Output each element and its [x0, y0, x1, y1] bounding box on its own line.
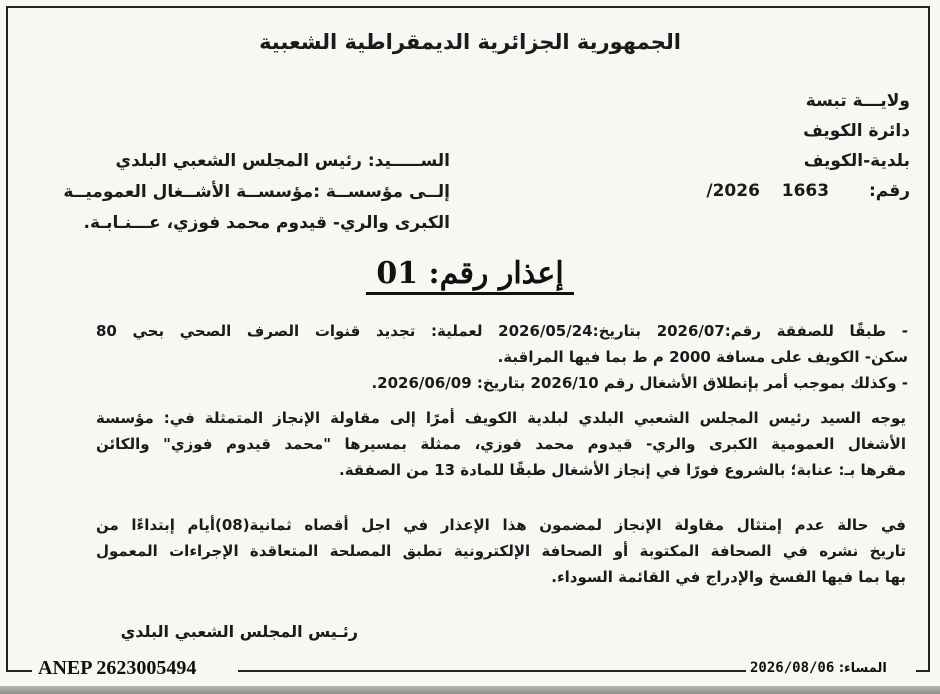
order-paragraph: [96, 405, 906, 483]
publication-date: [750, 660, 887, 676]
sanction-paragraph: [96, 512, 906, 590]
start-order-reference-line: - وكذلك بموجب أمر بإنطلاق الأشغال رقم 2026/10 بتاريخ: 2026/06/09.: [371, 374, 908, 392]
recipient-line: إلــى مؤسســة :مؤسســة الأشــغال العموميــة: [63, 182, 450, 202]
sanction-line-3: بها بما فيها الفسخ والإدراج في القائمة السوداء.: [551, 568, 906, 586]
signatory-title: رئـيس المجلس الشعبي البلدي: [120, 622, 358, 641]
reference-label: رقم:: [868, 181, 910, 201]
notice-footer: [6, 657, 930, 681]
recipient-line-continued: الكبرى والري- قيدوم محمد فوزي، عـــنـابـة.: [83, 213, 450, 233]
page-edge-shadow: [0, 686, 940, 694]
anep-code: ANEP 2623005494: [32, 657, 202, 680]
footer-rule-right: [916, 670, 930, 672]
contract-reference-line: - طبقًا للصفقة رقم:2026/07 بتاريخ:2026/05/24 لعملية: تجديد قنوات الصرف الصحي بحي 80: [96, 322, 908, 340]
order-line-3: مقرها بـ: عنابة؛ بالشروع فورًا في إنجاز الأشغال طبقًا للمادة 13 من الصفقة.: [339, 461, 906, 479]
commune-line: بلدية-الكويف: [803, 151, 910, 171]
footer-rule-middle: [238, 670, 746, 672]
title-container: [0, 256, 940, 295]
contract-reference-line-continued: سكن- الكويف على مسافة 2000 م ط بما فيها المراقبة.: [497, 348, 908, 366]
sanction-line-2: تاريخ نشره في الصحافة المكتوبة أو الصحافة الإلكترونية تطبق المصلحة المتعاقدة الإجراءات المعمول: [96, 542, 906, 560]
sanction-line-1: في حالة عدم إمتثال مقاولة الإنجاز لمضمون هذا الإعذار في اجل أقصاه ثمانية(08)أيام إبتداءًا من: [96, 516, 906, 534]
reference-line: [650, 176, 910, 206]
order-line-2: الأشغال العمومية الكبرى والري- قيدوم محمد فوزي، ممثلة بمسيرها "محمد قيدوم فوزي" والكائن: [96, 435, 906, 453]
wilaya-line: ولايـــة تبسة: [805, 91, 910, 111]
publication-date-value: 2026/08/06: [750, 660, 835, 676]
reference-number: 1663: [781, 181, 830, 201]
reference-year: 2026/: [706, 181, 760, 201]
references-list: [96, 318, 908, 396]
issuing-authority: [650, 86, 910, 206]
footer-rule-left: [6, 670, 34, 672]
sender-line: الســـــيد: رئيس المجلس الشعبي البلدي: [115, 151, 450, 171]
notice-title: إعذار رقم: 01: [366, 256, 573, 295]
publication-label: المساء:: [838, 661, 887, 676]
order-line-1: يوجه السيد رئيس المجلس الشعبي البلدي لبلدية الكويف أمرًا إلى مقاولة الإنجاز المتمثلة في: مؤسسة: [96, 409, 906, 427]
republic-heading: الجمهورية الجزائرية الديمقراطية الشعبية: [259, 30, 681, 54]
daira-line: دائرة الكويف: [803, 121, 910, 141]
addressee-block: [63, 146, 450, 239]
